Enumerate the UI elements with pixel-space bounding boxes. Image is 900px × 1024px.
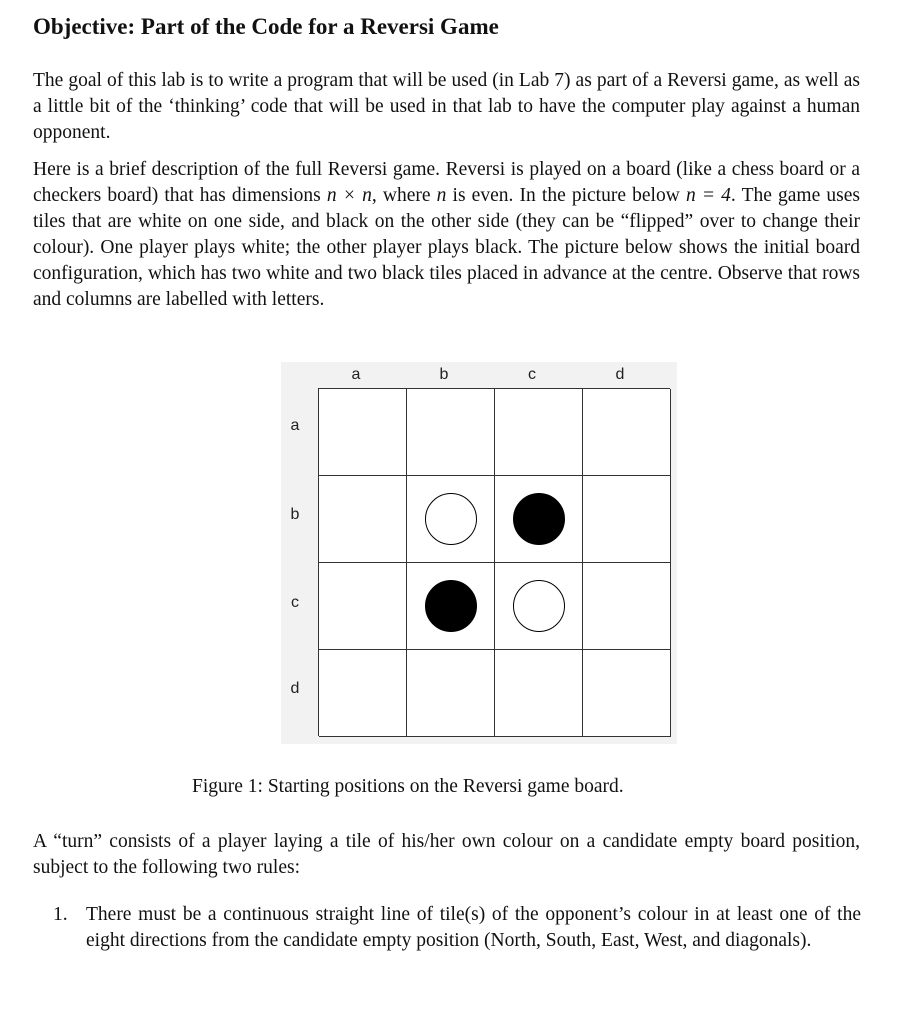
column-label: d — [615, 366, 625, 383]
board-cell-dc — [495, 650, 583, 737]
rule-item — [53, 902, 861, 954]
board-cell-ac — [495, 389, 583, 476]
figure-caption: Figure 1: Starting positions on the Reversi game board. — [192, 776, 624, 797]
white-tile — [425, 493, 477, 545]
row-label: c — [291, 594, 299, 611]
board-cell-ca — [319, 563, 407, 650]
black-tile — [513, 493, 565, 545]
row-label: b — [290, 506, 300, 523]
column-label: c — [528, 366, 536, 383]
description-text-2: , where — [371, 185, 437, 206]
board-cell-dd — [583, 650, 671, 737]
row-label: d — [290, 680, 300, 697]
description-text-4: . The game uses tiles that are white on one side, and black on the other side (they can be “flipped” over to change their colour). One player plays white; the other player plays black. The picture below shows the initial board configuration, which has two white and two black tiles placed in advance at the centre. Observe that rows and columns are labelled with letters. — [33, 185, 860, 310]
board-cell-aa — [319, 389, 407, 476]
reversi-board-figure — [281, 362, 677, 744]
board-cell-cd — [583, 563, 671, 650]
board-cell-cc — [495, 563, 583, 650]
board-cell-ad — [583, 389, 671, 476]
rules-list — [53, 902, 861, 954]
column-label: a — [351, 366, 361, 383]
description-text-1: Here is a brief description of the full Reversi game. Reversi is played on a board (like a chess board or a checkers board) that has dimensions — [33, 159, 860, 206]
board-cell-ab — [407, 389, 495, 476]
board-cell-bd — [583, 476, 671, 563]
black-tile — [425, 580, 477, 632]
board-cell-ba — [319, 476, 407, 563]
board-cell-db — [407, 650, 495, 737]
intro-paragraph: The goal of this lab is to write a program that will be used (in Lab 7) as part of a Reversi game, as well as a little bit of the ‘thinking’ code that will be used in that lab to have the computer play against a human opponent. — [33, 70, 860, 143]
description-text-3: is even. In the picture below — [446, 185, 686, 206]
column-label: b — [439, 366, 449, 383]
board-cell-bb — [407, 476, 495, 563]
row-label: a — [290, 417, 300, 434]
n-variable-math: n — [436, 185, 447, 206]
turn-paragraph: A “turn” consists of a player laying a tile of his/her own colour on a candidate empty board position, subject to the following two rules: — [33, 831, 860, 878]
rule-text: There must be a continuous straight line of tile(s) of the opponent’s colour in at least one of the eight directions from the candidate empty position (North, South, East, West, and diagonals). — [86, 904, 861, 951]
board-cell-bc — [495, 476, 583, 563]
page-title: Objective: Part of the Code for a Reversi Game — [33, 14, 499, 39]
board-grid — [318, 388, 670, 736]
white-tile — [513, 580, 565, 632]
rule-number: 1. — [53, 904, 68, 925]
board-cell-cb — [407, 563, 495, 650]
board-dimensions-math: n × n — [326, 185, 372, 206]
board-cell-da — [319, 650, 407, 737]
description-paragraph — [33, 157, 860, 313]
n-equals-math: n = 4 — [685, 185, 731, 206]
